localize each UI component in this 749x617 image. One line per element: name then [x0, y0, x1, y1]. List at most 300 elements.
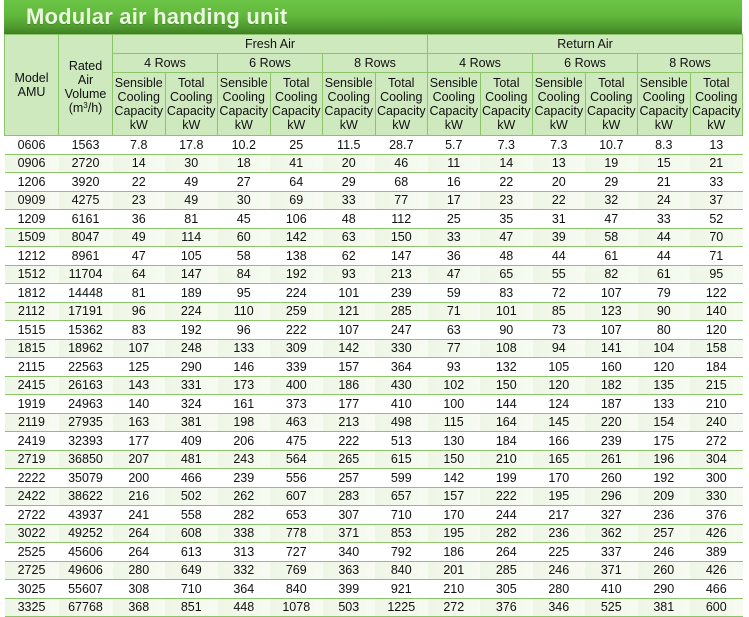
- cell-capacity: 158: [690, 339, 743, 358]
- cell-capacity: 36: [113, 210, 166, 229]
- cell-capacity: 327: [585, 506, 638, 525]
- subgroup-header-rows: 8 Rows: [323, 54, 428, 73]
- cell-capacity: 17: [428, 191, 481, 210]
- cell-capacity: 851: [165, 598, 218, 617]
- column-header-total-capacity: Total Cooling Capacity kW: [165, 73, 218, 136]
- title-bar: [4, 0, 742, 34]
- cell-capacity: 363: [323, 561, 376, 580]
- cell-capacity: 48: [480, 247, 533, 266]
- cell-model: 3325: [5, 598, 59, 617]
- cell-capacity: 448: [218, 598, 271, 617]
- cell-capacity: 260: [638, 561, 691, 580]
- cell-capacity: 14: [113, 154, 166, 173]
- table-row: [5, 339, 743, 358]
- cell-capacity: 246: [533, 561, 586, 580]
- subgroup-header-rows: 4 Rows: [428, 54, 533, 73]
- cell-capacity: 68: [375, 173, 428, 192]
- cell-capacity: 240: [690, 413, 743, 432]
- cell-capacity: 147: [165, 265, 218, 284]
- cell-capacity: 13: [533, 154, 586, 173]
- column-header-air-volume: Rated Air Volume $(m^3/h)$: [59, 35, 113, 136]
- cell-capacity: 30: [218, 191, 271, 210]
- cell-capacity: 264: [480, 543, 533, 562]
- cell-capacity: 17.8: [165, 136, 218, 155]
- cell-capacity: 376: [690, 506, 743, 525]
- cell-capacity: 210: [480, 450, 533, 469]
- column-header-total-capacity: Total Cooling Capacity kW: [690, 73, 743, 136]
- cell-capacity: 300: [690, 469, 743, 488]
- cell-air-volume: 67768: [59, 598, 113, 617]
- cell-capacity: 70: [690, 228, 743, 247]
- cell-capacity: 200: [113, 469, 166, 488]
- cell-capacity: 108: [480, 339, 533, 358]
- cell-capacity: 83: [113, 321, 166, 340]
- cell-capacity: 503: [323, 598, 376, 617]
- cell-capacity: 133: [218, 339, 271, 358]
- cell-capacity: 305: [480, 580, 533, 599]
- subgroup-header-rows: 8 Rows: [638, 54, 743, 73]
- column-header-sensible-capacity: Sensible Cooling Capacity kW: [218, 73, 271, 136]
- cell-capacity: 206: [218, 432, 271, 451]
- table-row: [5, 413, 743, 432]
- cell-air-volume: 35079: [59, 469, 113, 488]
- cell-capacity: 69: [270, 191, 323, 210]
- cell-capacity: 107: [323, 321, 376, 340]
- cell-capacity: 260: [585, 469, 638, 488]
- column-header-total-capacity: Total Cooling Capacity kW: [585, 73, 638, 136]
- group-header-return-air: Return Air: [428, 35, 743, 54]
- subgroup-header-rows: 4 Rows: [113, 54, 218, 73]
- cell-capacity: 337: [585, 543, 638, 562]
- table-row: [5, 524, 743, 543]
- cell-capacity: 157: [323, 358, 376, 377]
- cell-capacity: 8.3: [638, 136, 691, 155]
- cell-capacity: 184: [690, 358, 743, 377]
- cell-air-volume: 8961: [59, 247, 113, 266]
- cell-capacity: 853: [375, 524, 428, 543]
- cell-capacity: 33: [638, 210, 691, 229]
- cell-capacity: 61: [638, 265, 691, 284]
- cell-capacity: 246: [638, 543, 691, 562]
- cell-capacity: 105: [165, 247, 218, 266]
- cell-capacity: 239: [585, 432, 638, 451]
- cell-capacity: 192: [638, 469, 691, 488]
- cell-capacity: 177: [113, 432, 166, 451]
- table-row: [5, 432, 743, 451]
- cell-capacity: 15: [638, 154, 691, 173]
- cell-capacity: 44: [533, 247, 586, 266]
- cell-capacity: 330: [375, 339, 428, 358]
- cell-capacity: 272: [428, 598, 481, 617]
- cell-capacity: 22: [113, 173, 166, 192]
- cell-capacity: 132: [480, 358, 533, 377]
- cell-model: 2415: [5, 376, 59, 395]
- table-row: [5, 487, 743, 506]
- table-row: [5, 358, 743, 377]
- cell-capacity: 21: [690, 154, 743, 173]
- cell-capacity: 114: [165, 228, 218, 247]
- cell-capacity: 921: [375, 580, 428, 599]
- cell-capacity: 154: [638, 413, 691, 432]
- cell-capacity: 138: [270, 247, 323, 266]
- cell-capacity: 79: [638, 284, 691, 303]
- cell-capacity: 184: [480, 432, 533, 451]
- cell-capacity: 285: [480, 561, 533, 580]
- cell-capacity: 60: [218, 228, 271, 247]
- cell-capacity: 107: [585, 284, 638, 303]
- column-header-sensible-capacity: Sensible Cooling Capacity kW: [113, 73, 166, 136]
- cell-capacity: 52: [690, 210, 743, 229]
- cell-capacity: 307: [323, 506, 376, 525]
- cell-capacity: 144: [480, 395, 533, 414]
- cell-capacity: 80: [638, 321, 691, 340]
- cell-capacity: 257: [638, 524, 691, 543]
- spec-sheet: [4, 0, 742, 617]
- cell-capacity: 257: [323, 469, 376, 488]
- cell-capacity: 213: [323, 413, 376, 432]
- cell-capacity: 124: [533, 395, 586, 414]
- cell-capacity: 840: [270, 580, 323, 599]
- cell-air-volume: 6161: [59, 210, 113, 229]
- cell-model: 1919: [5, 395, 59, 414]
- cell-capacity: 120: [690, 321, 743, 340]
- cell-model: 1212: [5, 247, 59, 266]
- cell-capacity: 47: [113, 247, 166, 266]
- cell-model: 2422: [5, 487, 59, 506]
- cell-capacity: 599: [375, 469, 428, 488]
- cell-capacity: 47: [428, 265, 481, 284]
- cell-air-volume: 3920: [59, 173, 113, 192]
- cell-capacity: 564: [270, 450, 323, 469]
- cell-capacity: 77: [375, 191, 428, 210]
- cell-capacity: 210: [428, 580, 481, 599]
- cell-capacity: 615: [375, 450, 428, 469]
- cell-capacity: 100: [428, 395, 481, 414]
- cell-capacity: 331: [165, 376, 218, 395]
- cell-capacity: 64: [113, 265, 166, 284]
- cell-capacity: 262: [218, 487, 271, 506]
- cell-capacity: 30: [165, 154, 218, 173]
- cell-air-volume: 11704: [59, 265, 113, 284]
- cell-capacity: 657: [375, 487, 428, 506]
- cell-capacity: 93: [428, 358, 481, 377]
- cell-capacity: 141: [585, 339, 638, 358]
- cell-capacity: 177: [323, 395, 376, 414]
- cell-capacity: 93: [323, 265, 376, 284]
- cell-capacity: 410: [375, 395, 428, 414]
- cell-capacity: 381: [638, 598, 691, 617]
- cell-capacity: 792: [375, 543, 428, 562]
- cell-model: 2722: [5, 506, 59, 525]
- cell-capacity: 11: [428, 154, 481, 173]
- cell-capacity: 364: [375, 358, 428, 377]
- cell-capacity: 62: [323, 247, 376, 266]
- spec-table: [4, 34, 743, 617]
- cell-capacity: 49: [165, 191, 218, 210]
- cell-capacity: 840: [375, 561, 428, 580]
- cell-capacity: 102: [428, 376, 481, 395]
- cell-model: 0606: [5, 136, 59, 155]
- cell-capacity: 29: [323, 173, 376, 192]
- cell-capacity: 430: [375, 376, 428, 395]
- column-header-total-capacity: Total Cooling Capacity kW: [480, 73, 533, 136]
- cell-capacity: 259: [270, 302, 323, 321]
- cell-model: 1515: [5, 321, 59, 340]
- column-header-sensible-capacity: Sensible Cooling Capacity kW: [533, 73, 586, 136]
- cell-capacity: 222: [323, 432, 376, 451]
- cell-model: 3025: [5, 580, 59, 599]
- table-row: [5, 302, 743, 321]
- cell-capacity: 164: [480, 413, 533, 432]
- cell-capacity: 140: [113, 395, 166, 414]
- cell-capacity: 198: [218, 413, 271, 432]
- cell-capacity: 107: [585, 321, 638, 340]
- cell-capacity: 110: [218, 302, 271, 321]
- cell-capacity: 125: [113, 358, 166, 377]
- cell-model: 1509: [5, 228, 59, 247]
- cell-capacity: 5.7: [428, 136, 481, 155]
- cell-capacity: 649: [165, 561, 218, 580]
- cell-capacity: 58: [218, 247, 271, 266]
- table-row: [5, 284, 743, 303]
- cell-air-volume: 38622: [59, 487, 113, 506]
- cell-capacity: 613: [165, 543, 218, 562]
- cell-capacity: 513: [375, 432, 428, 451]
- cell-capacity: 475: [270, 432, 323, 451]
- cell-capacity: 187: [585, 395, 638, 414]
- cell-capacity: 399: [323, 580, 376, 599]
- cell-capacity: 224: [270, 284, 323, 303]
- cell-capacity: 170: [533, 469, 586, 488]
- cell-capacity: 400: [270, 376, 323, 395]
- cell-capacity: 94: [533, 339, 586, 358]
- cell-capacity: 727: [270, 543, 323, 562]
- table-row: [5, 210, 743, 229]
- cell-capacity: 525: [585, 598, 638, 617]
- cell-air-volume: 55607: [59, 580, 113, 599]
- column-header-model: Model AMU: [5, 35, 59, 136]
- cell-capacity: 11.5: [323, 136, 376, 155]
- cell-capacity: 778: [270, 524, 323, 543]
- cell-capacity: 192: [165, 321, 218, 340]
- cell-capacity: 653: [270, 506, 323, 525]
- cell-capacity: 296: [585, 487, 638, 506]
- cell-capacity: 150: [480, 376, 533, 395]
- cell-capacity: 95: [690, 265, 743, 284]
- cell-capacity: 47: [585, 210, 638, 229]
- cell-capacity: 120: [533, 376, 586, 395]
- cell-capacity: 225: [533, 543, 586, 562]
- cell-capacity: 133: [638, 395, 691, 414]
- cell-capacity: 90: [638, 302, 691, 321]
- table-row: [5, 376, 743, 395]
- cell-capacity: 272: [690, 432, 743, 451]
- cell-capacity: 145: [533, 413, 586, 432]
- cell-capacity: 81: [113, 284, 166, 303]
- cell-air-volume: 1563: [59, 136, 113, 155]
- cell-capacity: 498: [375, 413, 428, 432]
- cell-capacity: 283: [323, 487, 376, 506]
- cell-capacity: 280: [113, 561, 166, 580]
- cell-capacity: 45: [218, 210, 271, 229]
- cell-capacity: 332: [218, 561, 271, 580]
- cell-capacity: 121: [323, 302, 376, 321]
- cell-capacity: 115: [428, 413, 481, 432]
- cell-capacity: 210: [690, 395, 743, 414]
- cell-capacity: 25: [428, 210, 481, 229]
- cell-capacity: 73: [533, 321, 586, 340]
- cell-capacity: 112: [375, 210, 428, 229]
- cell-capacity: 23: [480, 191, 533, 210]
- cell-capacity: 142: [323, 339, 376, 358]
- cell-capacity: 466: [165, 469, 218, 488]
- cell-capacity: 264: [113, 543, 166, 562]
- cell-capacity: 25: [270, 136, 323, 155]
- cell-capacity: 130: [428, 432, 481, 451]
- cell-air-volume: 2720: [59, 154, 113, 173]
- cell-capacity: 142: [270, 228, 323, 247]
- cell-capacity: 769: [270, 561, 323, 580]
- cell-capacity: 389: [690, 543, 743, 562]
- cell-capacity: 224: [165, 302, 218, 321]
- cell-capacity: 186: [323, 376, 376, 395]
- cell-capacity: 607: [270, 487, 323, 506]
- cell-model: 2222: [5, 469, 59, 488]
- cell-capacity: 220: [585, 413, 638, 432]
- cell-capacity: 173: [218, 376, 271, 395]
- cell-capacity: 120: [638, 358, 691, 377]
- cell-capacity: 165: [533, 450, 586, 469]
- cell-capacity: 371: [323, 524, 376, 543]
- cell-capacity: 241: [113, 506, 166, 525]
- cell-capacity: 373: [270, 395, 323, 414]
- cell-capacity: 123: [585, 302, 638, 321]
- cell-air-volume: 26163: [59, 376, 113, 395]
- table-row: [5, 321, 743, 340]
- cell-capacity: 101: [480, 302, 533, 321]
- cell-capacity: 36: [428, 247, 481, 266]
- cell-capacity: 166: [533, 432, 586, 451]
- cell-capacity: 77: [428, 339, 481, 358]
- cell-capacity: 426: [690, 561, 743, 580]
- cell-capacity: 364: [218, 580, 271, 599]
- cell-capacity: 31: [533, 210, 586, 229]
- table-row: [5, 265, 743, 284]
- cell-capacity: 556: [270, 469, 323, 488]
- cell-capacity: 10.2: [218, 136, 271, 155]
- cell-air-volume: 14448: [59, 284, 113, 303]
- cell-capacity: 1078: [270, 598, 323, 617]
- cell-capacity: 41: [270, 154, 323, 173]
- table-row: [5, 154, 743, 173]
- cell-capacity: 195: [428, 524, 481, 543]
- cell-capacity: 175: [638, 432, 691, 451]
- table-row: [5, 247, 743, 266]
- cell-capacity: 362: [585, 524, 638, 543]
- cell-air-volume: 8047: [59, 228, 113, 247]
- cell-capacity: 1225: [375, 598, 428, 617]
- group-header-fresh-air: Fresh Air: [113, 35, 428, 54]
- cell-capacity: 236: [638, 506, 691, 525]
- cell-capacity: 101: [323, 284, 376, 303]
- cell-air-volume: 18962: [59, 339, 113, 358]
- cell-capacity: 261: [585, 450, 638, 469]
- cell-capacity: 143: [113, 376, 166, 395]
- cell-capacity: 196: [638, 450, 691, 469]
- column-header-sensible-capacity: Sensible Cooling Capacity kW: [323, 73, 376, 136]
- cell-model: 2119: [5, 413, 59, 432]
- cell-capacity: 95: [218, 284, 271, 303]
- cell-capacity: 44: [638, 247, 691, 266]
- cell-capacity: 163: [113, 413, 166, 432]
- cell-capacity: 29: [585, 173, 638, 192]
- cell-air-volume: 17191: [59, 302, 113, 321]
- cell-capacity: 84: [218, 265, 271, 284]
- cell-capacity: 55: [533, 265, 586, 284]
- cell-capacity: 49: [113, 228, 166, 247]
- cell-capacity: 16: [428, 173, 481, 192]
- cell-capacity: 308: [113, 580, 166, 599]
- cell-capacity: 14: [480, 154, 533, 173]
- cell-capacity: 20: [533, 173, 586, 192]
- cell-capacity: 265: [323, 450, 376, 469]
- cell-capacity: 105: [533, 358, 586, 377]
- cell-model: 1812: [5, 284, 59, 303]
- cell-capacity: 376: [480, 598, 533, 617]
- cell-capacity: 282: [218, 506, 271, 525]
- cell-capacity: 81: [165, 210, 218, 229]
- cell-capacity: 340: [323, 543, 376, 562]
- cell-capacity: 72: [533, 284, 586, 303]
- cell-capacity: 338: [218, 524, 271, 543]
- cell-capacity: 409: [165, 432, 218, 451]
- cell-capacity: 63: [323, 228, 376, 247]
- cell-capacity: 37: [690, 191, 743, 210]
- cell-capacity: 330: [690, 487, 743, 506]
- cell-capacity: 20: [323, 154, 376, 173]
- cell-model: 2719: [5, 450, 59, 469]
- column-header-sensible-capacity: Sensible Cooling Capacity kW: [428, 73, 481, 136]
- table-row: [5, 469, 743, 488]
- cell-capacity: 216: [113, 487, 166, 506]
- cell-capacity: 47: [480, 228, 533, 247]
- table-row: [5, 191, 743, 210]
- cell-model: 2112: [5, 302, 59, 321]
- cell-capacity: 48: [323, 210, 376, 229]
- column-header-sensible-capacity: Sensible Cooling Capacity kW: [638, 73, 691, 136]
- cell-air-volume: 36850: [59, 450, 113, 469]
- table-row: [5, 173, 743, 192]
- cell-capacity: 104: [638, 339, 691, 358]
- cell-capacity: 264: [113, 524, 166, 543]
- subgroup-header-rows: 6 Rows: [218, 54, 323, 73]
- table-row: [5, 450, 743, 469]
- cell-capacity: 192: [270, 265, 323, 284]
- cell-capacity: 146: [218, 358, 271, 377]
- cell-model: 0906: [5, 154, 59, 173]
- cell-capacity: 290: [165, 358, 218, 377]
- cell-capacity: 248: [165, 339, 218, 358]
- cell-capacity: 22: [480, 173, 533, 192]
- cell-capacity: 217: [533, 506, 586, 525]
- cell-capacity: 142: [428, 469, 481, 488]
- table-row: [5, 580, 743, 599]
- cell-capacity: 161: [218, 395, 271, 414]
- cell-capacity: 147: [375, 247, 428, 266]
- cell-air-volume: 24963: [59, 395, 113, 414]
- cell-capacity: 22: [533, 191, 586, 210]
- cell-capacity: 106: [270, 210, 323, 229]
